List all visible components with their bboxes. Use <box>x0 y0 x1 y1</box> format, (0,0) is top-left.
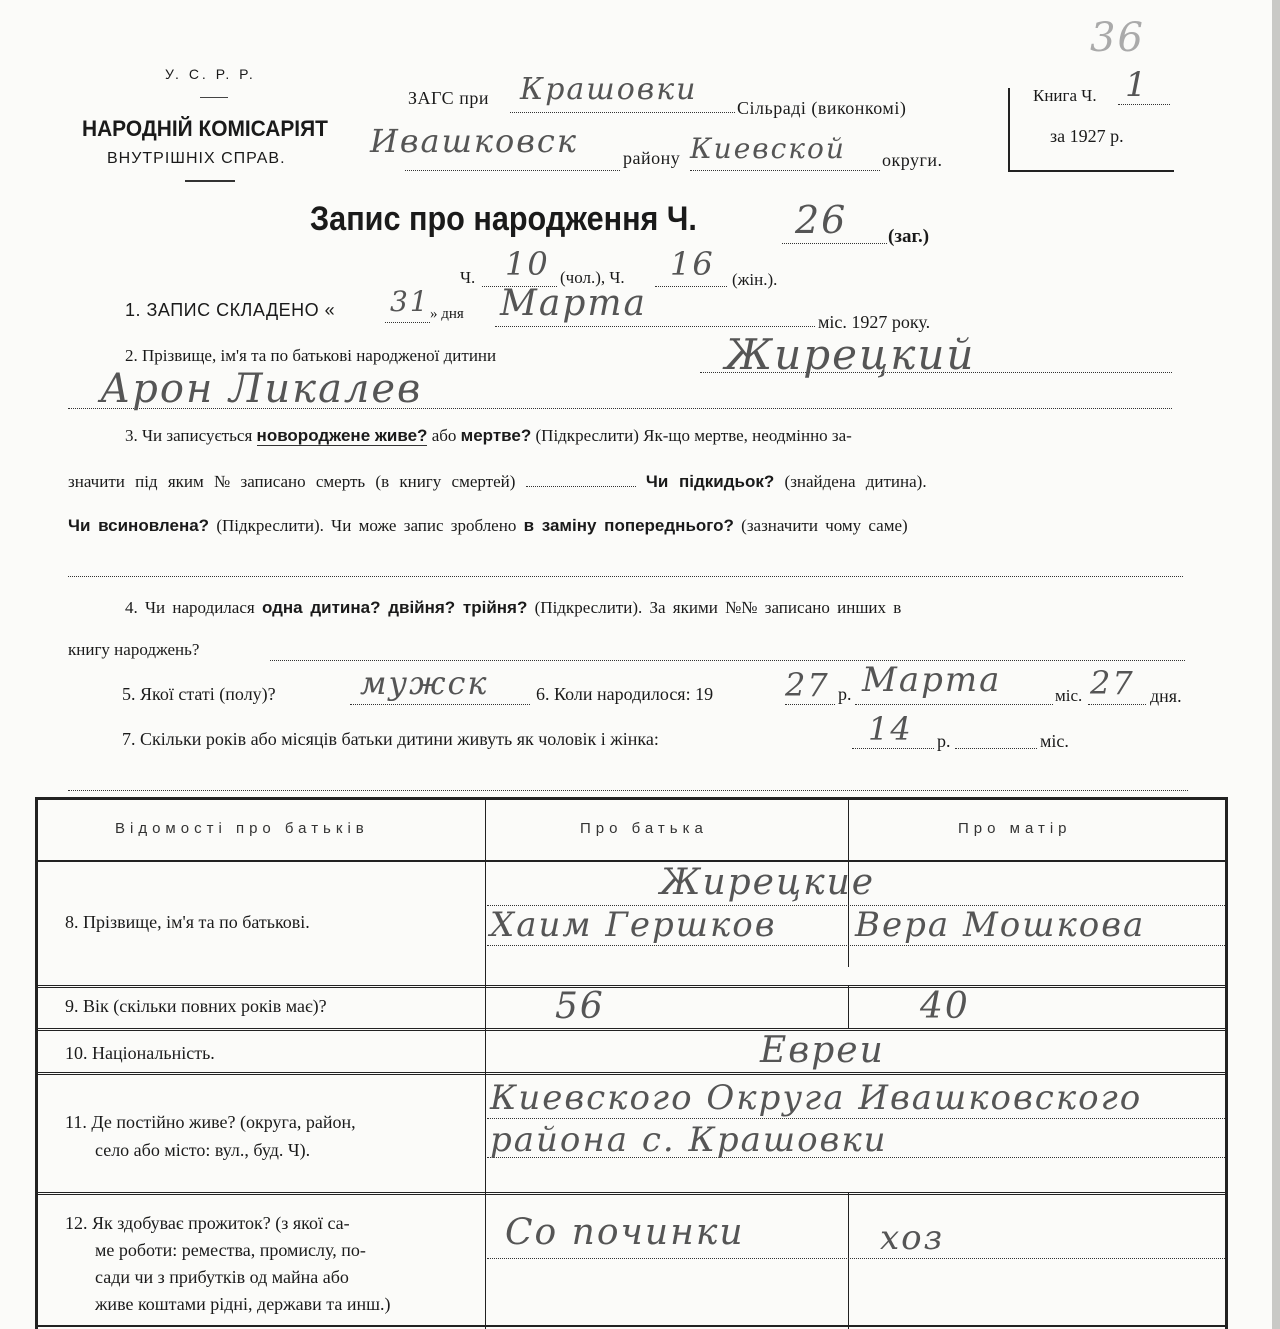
row8-label: 8. Прізвище, ім'я та по батькові. <box>65 912 310 932</box>
row-border <box>35 1325 1227 1327</box>
option-alive: новороджене живе? <box>256 426 428 445</box>
row9-label: 9. Вік (скільки повних років має)? <box>65 996 327 1016</box>
row-border <box>35 985 1227 988</box>
row-border <box>35 1028 1227 1031</box>
header-parents-info: Відомості про батьків <box>115 820 369 837</box>
item3-line2 <box>68 472 927 492</box>
header-mother: Про матір <box>958 820 1072 837</box>
birth-day: 27 <box>1090 664 1135 702</box>
divider <box>68 790 1188 791</box>
okruga-field <box>690 170 880 171</box>
years-field <box>852 748 934 749</box>
commissariat-title: НАРОДНІЙ КОМІСАРІЯТ <box>82 116 328 141</box>
mother-age: 40 <box>920 986 970 1027</box>
book-label: Книга Ч. <box>1033 86 1097 105</box>
divider <box>185 180 235 182</box>
mother-occupation: хоз <box>880 1218 945 1258</box>
text: значити під яким № записано смерть (в книгу смертей) <box>68 472 516 491</box>
item5-label: 5. Якої статі (полу)? <box>122 684 276 704</box>
years-r: р. <box>937 731 951 751</box>
birth-month-field <box>855 704 1053 705</box>
item1-month: Марта <box>500 283 647 324</box>
silradi-label: Сільраді (виконкомі) <box>737 98 907 118</box>
row-border <box>35 1072 1227 1075</box>
item4-line1 <box>125 598 901 618</box>
column-divider <box>848 985 849 1029</box>
book-year: за 1927 р. <box>1050 126 1124 146</box>
district-value: Ивашковск <box>370 122 578 160</box>
sex-value: мужск <box>360 664 489 702</box>
sex-field <box>350 704 530 705</box>
month-field <box>495 326 815 327</box>
male-label: (чол.), Ч. <box>560 268 625 287</box>
text: (Підкреслити). Чи може запис зроблено <box>216 516 517 535</box>
column-divider <box>485 797 486 1329</box>
row12-label-4: живе коштами рідні, держави та инш.) <box>95 1294 391 1314</box>
item2-label: 2. Прізвище, ім'я та по батькові народженої дитини <box>125 346 497 365</box>
header-father: Про батька <box>580 820 708 837</box>
other-births-field <box>270 660 1185 661</box>
table-border <box>1225 797 1228 1329</box>
row10-label: 10. Національність. <box>65 1043 215 1063</box>
page-title: Запис про народження Ч. <box>310 200 697 238</box>
record-suffix: (заг.) <box>888 226 930 247</box>
record-number-field <box>782 243 887 244</box>
item1-label: 1. ЗАПИС СКЛАДЕНО « <box>125 300 336 320</box>
father-occupation: Со починки <box>505 1212 745 1253</box>
zags-field <box>510 112 735 113</box>
row11-label-2: село або місто: вул., буд. Ч). <box>95 1140 311 1160</box>
years-value: 14 <box>868 710 913 748</box>
death-number-field <box>526 486 636 487</box>
row11-label-1: 11. Де постійно живе? (округа, район, <box>65 1112 356 1132</box>
birth-year-field <box>785 704 835 705</box>
district-label: району <box>623 148 681 168</box>
dotted-line <box>487 945 1225 946</box>
text: (зазначити чому саме) <box>741 516 908 535</box>
child-name: Арон Ликалев <box>100 366 423 412</box>
reason-field <box>68 576 1183 577</box>
district-field <box>405 170 620 171</box>
book-box-border <box>1008 88 1010 170</box>
option-births: одна дитина? двійня? трійня? <box>261 598 528 617</box>
father-name: Хаим Гершков <box>490 905 777 945</box>
text: (знайдена дитина). <box>784 472 927 491</box>
table-border <box>35 797 1227 800</box>
row12-label-1: 12. Як здобуває прожиток? (з якої са- <box>65 1213 350 1233</box>
scan-edge <box>1272 0 1280 1329</box>
option-replacement: в заміну попереднього? <box>523 516 734 535</box>
item4-line2: книгу народжень? <box>68 640 200 659</box>
table-border <box>35 797 38 1329</box>
nationality: Евреи <box>760 1030 885 1071</box>
item6-label: 6. Коли народилося: 19 <box>536 684 714 704</box>
mis-label: міс. <box>1055 686 1083 705</box>
okruga-value: Киевской <box>690 132 846 165</box>
text: (Підкреслити) Як-що мертве, неодмінно за- <box>535 426 852 445</box>
divider <box>200 97 228 98</box>
item3-line1 <box>125 426 852 446</box>
text: (Підкреслити). За якими №№ записано инших в <box>534 598 902 617</box>
row-border <box>35 1192 1227 1195</box>
months-label: міс. <box>1040 731 1069 751</box>
column-divider <box>848 1192 849 1329</box>
item1-day: 31 <box>390 285 430 318</box>
residence-line-2: района с. Крашовки <box>490 1120 888 1160</box>
female-label: (жін.). <box>732 270 778 289</box>
birth-day-field <box>1088 704 1146 705</box>
book-box-border <box>1008 170 1174 172</box>
item3-line3 <box>68 516 908 536</box>
option-foundling: Чи підкидьок? <box>645 472 775 491</box>
zags-value: Крашовки <box>520 72 698 107</box>
state-label: У. С. Р. Р. <box>165 66 256 82</box>
male-prefix: Ч. <box>460 268 476 287</box>
okruga-label: округи. <box>882 150 943 170</box>
option-adopted: Чи всиновлена? <box>68 516 210 535</box>
father-age: 56 <box>555 986 605 1027</box>
page-number-handwritten: 36 <box>1090 15 1145 61</box>
child-surname: Жирецкий <box>725 330 976 379</box>
dotted-line <box>487 1118 1225 1119</box>
text: або <box>431 426 457 445</box>
option-dead: мертве? <box>460 426 532 445</box>
birth-year: 27 <box>785 666 830 704</box>
female-count: 16 <box>670 245 715 283</box>
item1-mid: » дня <box>430 306 464 322</box>
item1-end: міс. 1927 року. <box>818 312 931 332</box>
item7-label: 7. Скільки років або місяців батьки дитини живуть як чоловік і жінка: <box>122 729 659 749</box>
text: 4. Чи народилася <box>125 598 255 617</box>
dotted-line <box>487 1258 1225 1259</box>
zags-label: ЗАГС при <box>408 88 489 108</box>
mother-name: Вера Мошкова <box>855 905 1146 945</box>
row-border <box>35 860 1227 862</box>
day-field <box>385 322 430 323</box>
r-label: р. <box>838 684 852 704</box>
row12-label-3: сади чи з прибутків од майна або <box>95 1267 349 1287</box>
male-count: 10 <box>505 245 550 283</box>
birth-month: Марта <box>862 660 1002 700</box>
record-number: 26 <box>795 198 848 242</box>
female-field <box>655 286 727 287</box>
months-field <box>955 748 1037 749</box>
row12-label-2: ме роботи: ремества, промислу, по- <box>95 1240 366 1260</box>
text: 3. Чи записується <box>125 426 253 445</box>
book-value: 1 <box>1125 65 1149 105</box>
residence-line-1: Киевского Округа Ивашковского <box>490 1078 1143 1118</box>
parents-surname: Жирецкие <box>660 862 876 903</box>
department-title: ВНУТРІШНІХ СПРАВ. <box>107 150 286 167</box>
dnya-label: дня. <box>1150 686 1182 706</box>
